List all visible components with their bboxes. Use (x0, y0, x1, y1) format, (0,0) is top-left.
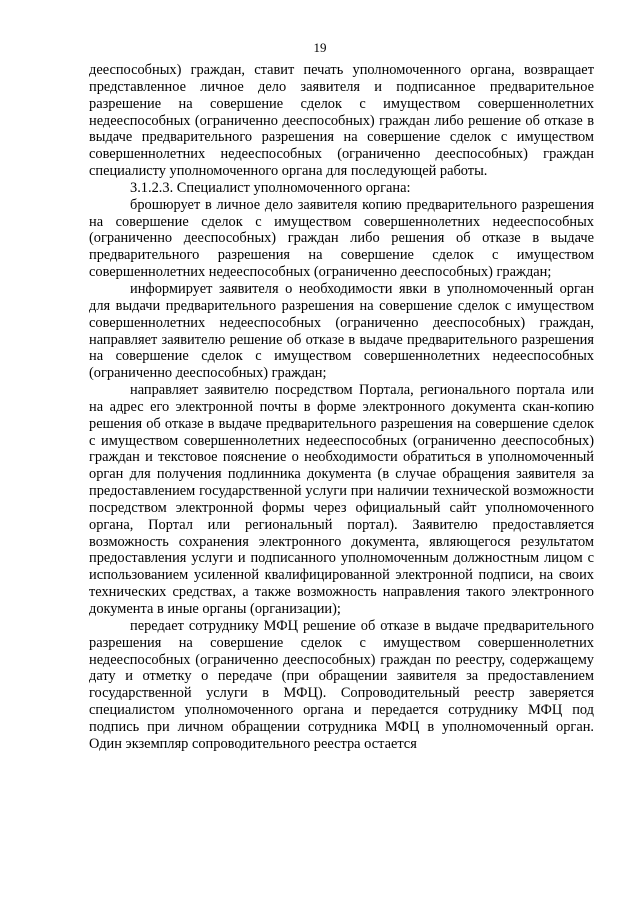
paragraph: брошюрует в личное дело заявителя копию предварительного разрешения на совершение сделок с имуществом совершеннолетних недееспособных (ограниченно дееспособных) граждан либо решения об отказе в выдаче предварительного разрешения на совершение сделок с имуществом совершеннолетних недееспособных (ограниченно дееспособных) граждан; (89, 196, 594, 281)
paragraph: передает сотруднику МФЦ решение об отказе в выдаче предварительного разрешения на совершение сделок с имуществом совершеннолетних недееспособных (ограниченно дееспособных) граждан по реестру, содержащему дату и отметку о передаче (при обращении заявителя за предоставлением государственной услуги в МФЦ). Сопроводительный реестр заверяется специалистом уполномоченного органа и передается сотруднику МФЦ под подпись при личном обращении сотрудника МФЦ в уполномоченный орган. Один экземпляр сопроводительного реестра остается (89, 617, 594, 752)
paragraph: информирует заявителя о необходимости явки в уполномоченный орган для выдачи предварительного разрешения на совершение сделок с имуществом совершеннолетних недееспособных (ограниченно дееспособных) граждан, направляет заявителю решение об отказе в выдаче предварительного разрешения на совершение сделок с имуществом совершеннолетних недееспособных (ограниченно дееспособных) граждан; (89, 280, 594, 382)
section-heading: 3.1.2.3. Специалист уполномоченного органа: (130, 179, 411, 196)
paragraph: направляет заявителю посредством Портала, регионального портала или на адрес его электронной почты в форме электронного документа скан-копию решения об отказе в выдаче предварительного разрешения на совершение сделок с имуществом совершеннолетних недееспособных (ограниченно дееспособных) граждан и текстовое пояснение о необходимости обратиться в уполномоченный орган для получения подлинника документа (в случае обращения заявителя за предоставлением государственной услуги при наличии технической возможности посредством электронной формы через официальный сайт уполномоченного органа, Портал или региональный портал). Заявителю предоставляется возможность сохранения электронного документа, являющегося результатом предоставления услуги и подписанного уполномоченным должностным лицом с использованием усиленной квалифицированной электронной подписи, на своих технических средствах, а также возможность направления такого электронного документа в иные органы (организации); (89, 382, 594, 617)
paragraph: дееспособных) граждан, ставит печать уполномоченного органа, возвращает представленное личное дело заявителя и подписанное предварительное разрешение на совершение сделок с имуществом совершеннолетних недееспособных (ограниченно дееспособных) граждан либо решение об отказе в выдаче предварительного разрешения на совершение сделок с имуществом совершеннолетних недееспособных (ограниченно дееспособных) граждан специалисту уполномоченного органа для последующей работы. (89, 62, 594, 180)
page-number: 19 (313, 40, 327, 55)
document-body (89, 62, 594, 753)
